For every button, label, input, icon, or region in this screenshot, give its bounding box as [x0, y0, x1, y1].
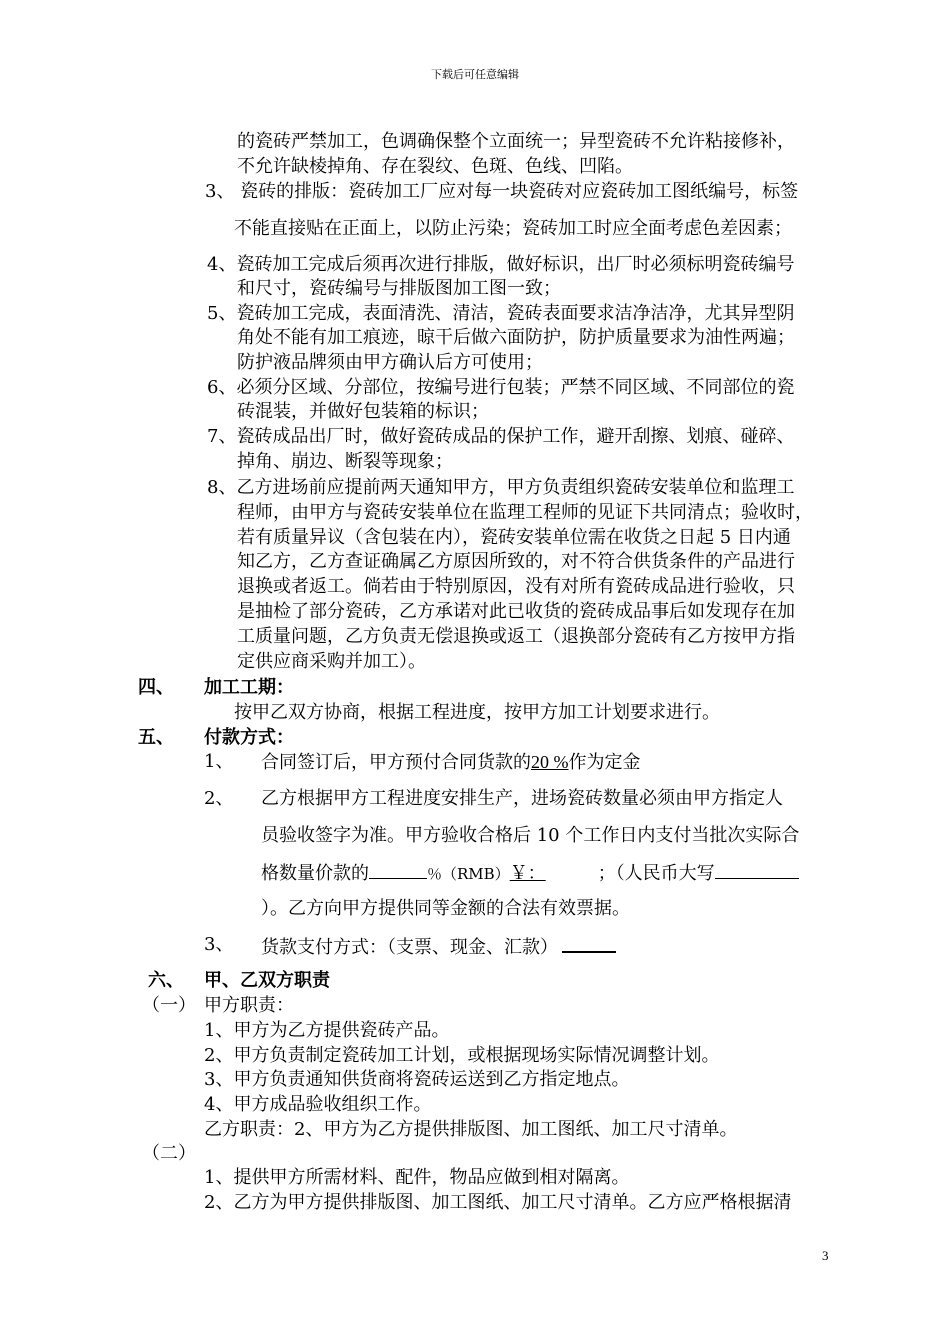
payment-amount-line: 格数量价款的 ％（RMB）￥： ；（人民币大写	[261, 860, 799, 886]
text-line: 6、必须分区域、分部位，按编号进行包装；严禁不同区域、不同部位的瓷	[207, 377, 795, 398]
text-line: 4、瓷砖加工完成后须再次进行排版，做好标识，出厂时必须标明瓷砖编号	[207, 254, 795, 275]
list-item: 1、提供甲方所需材料、配件，物品应做到相对隔离。	[204, 1167, 630, 1188]
subsection-number: （一）	[142, 995, 196, 1016]
deposit-percent: 20 %	[531, 752, 569, 772]
section-title: 甲、乙双方职责	[204, 970, 330, 991]
text-line: 按甲乙双方协商，根据工程进度，按甲方加工计划要求进行。	[234, 702, 720, 723]
list-item: 2、甲方负责制定瓷砖加工计划，或根据现场实际情况调整计划。	[204, 1045, 720, 1066]
text-line: 砖混装，并做好包装箱的标识；	[237, 401, 489, 422]
text-line: 不允许缺棱掉角、存在裂纹、色斑、色线、凹陷。	[237, 156, 633, 177]
text-line: 若有质量异议（含包装在内），瓷砖安装单位需在收货之日起 5 日内通	[237, 527, 791, 548]
text-line: 角处不能有加工痕迹，晾干后做六面防护，防护质量要求为油性两遍；	[237, 327, 795, 348]
section-number: 五、	[138, 727, 174, 748]
text-line: 定供应商采购并加工）。	[237, 651, 426, 672]
text-line: 掉角、崩边、断裂等现象；	[237, 451, 453, 472]
payment-item-1: 合同签订后，甲方预付合同货款的20 %作为定金	[261, 752, 641, 773]
section-number: 四、	[138, 677, 174, 698]
item-number: 2、	[204, 788, 234, 809]
text-line: 5、瓷砖加工完成，表面清洗、清洁，瓷砖表面要求洁净洁净，尤其异型阴	[207, 303, 795, 324]
page-number: 3	[822, 1248, 829, 1263]
payment-method-blank	[562, 933, 616, 953]
list-item: 1、甲方为乙方提供瓷砖产品。	[204, 1020, 450, 1041]
text-line: 8、乙方进场前应提前两天通知甲方，甲方负责组织瓷砖安装单位和监理工	[207, 477, 795, 498]
subsection-title: 甲方职责：	[204, 995, 294, 1016]
item-number: 1、	[204, 751, 234, 772]
page-header: 下载后可任意编辑	[431, 68, 519, 81]
item-number: 3、	[204, 934, 234, 955]
list-item: 4、甲方成品验收组织工作。	[204, 1094, 432, 1115]
text-line: 退换或者返工。倘若由于特别原因，没有对所有瓷砖成品进行验收，只	[237, 576, 795, 597]
text-line: 程师，由甲方与瓷砖安装单位在监理工程师的见证下共同清点；验收时，	[237, 502, 813, 523]
text-line: 防护液品牌须由甲方确认后方可使用；	[237, 352, 543, 373]
payment-method-line: 货款支付方式：（支票、现金、汇款）	[261, 933, 616, 960]
percent-blank	[369, 860, 427, 879]
text-line: 工质量问题，乙方负责无偿退换或返工（退换部分瓷砖有乙方按甲方指	[237, 626, 795, 647]
section-title: 付款方式：	[204, 727, 294, 748]
text-line: 7、瓷砖成品出厂时，做好瓷砖成品的保护工作，避开刮擦、划痕、碰碎、	[207, 426, 795, 447]
text-line: 不能直接贴在正面上，以防止污染；瓷砖加工时应全面考虑色差因素；	[234, 218, 792, 239]
text-line: 和尺寸，瓷砖编号与排版图加工图一致；	[237, 278, 561, 299]
subsection-number: （二）	[142, 1143, 196, 1164]
text-line: 员验收签字为准。甲方验收合格后 10 个工作日内支付当批次实际合	[261, 825, 800, 846]
text-line: ）。乙方向甲方提供同等金额的合法有效票据。	[261, 898, 630, 919]
text-line: 的瓷砖严禁加工，色调确保整个立面统一；异型瓷砖不允许粘接修补，	[237, 131, 795, 152]
text-line: 3、 瓷砖的排版：瓷砖加工厂应对每一块瓷砖对应瓷砖加工图纸编号，标签	[205, 181, 799, 202]
list-item: 乙方职责：2、甲方为乙方提供排版图、加工图纸、加工尺寸清单。	[204, 1119, 738, 1140]
amount-words-blank	[715, 860, 799, 879]
amount-field: ￥：	[509, 863, 546, 884]
section-title: 加工工期：	[204, 677, 294, 698]
section-number: 六、	[148, 970, 184, 991]
text-line: 乙方根据甲方工程进度安排生产，进场瓷砖数量必须由甲方指定人	[261, 788, 783, 809]
text-line: 知乙方，乙方查证确属乙方原因所致的，对不符合供货条件的产品进行	[237, 551, 795, 572]
list-item: 2、乙方为甲方提供排版图、加工图纸、加工尺寸清单。乙方应严格根据清	[204, 1192, 792, 1213]
text-line: 是抽检了部分瓷砖，乙方承诺对此已收货的瓷砖成品事后如发现存在加	[237, 601, 795, 622]
list-item: 3、甲方负责通知供货商将瓷砖运送到乙方指定地点。	[204, 1069, 630, 1090]
